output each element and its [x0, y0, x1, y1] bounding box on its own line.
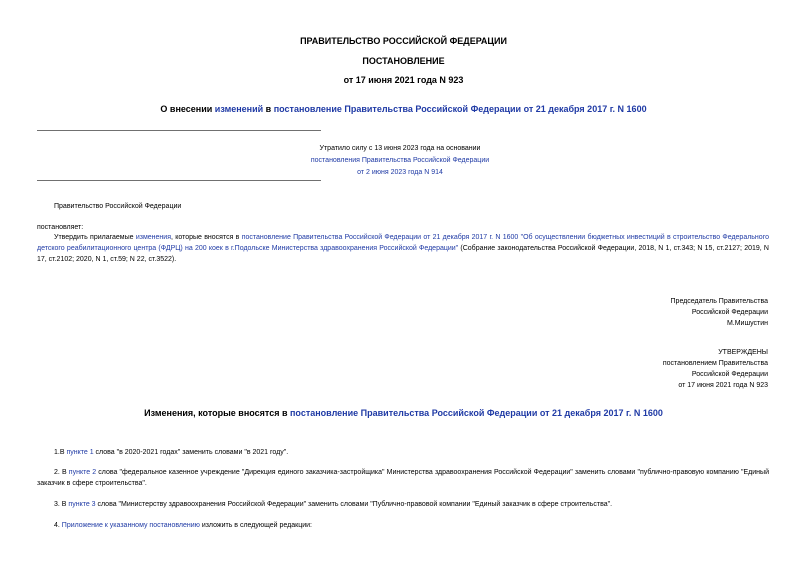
item-3-text-a: 3. В: [54, 501, 69, 508]
approved-line4: от 17 июня 2021 года N 923: [678, 382, 768, 389]
main-paragraph-text-a: Утвердить прилагаемые: [54, 234, 136, 241]
title-link-changes[interactable]: изменений: [214, 104, 264, 114]
item-1-text-b: слова "в 2020-2021 годах" заменить словами "в 2021 году".: [93, 449, 289, 456]
intro-government: Правительство Российской Федерации: [54, 203, 182, 210]
government-heading: ПРАВИТЕЛЬСТВО РОССИЙСКОЙ ФЕДЕРАЦИИ: [300, 36, 507, 46]
approved-line3: Российской Федерации: [691, 371, 768, 378]
item-2-text-b: слова "федеральное казенное учреждение "Дирекция единого заказчика-застройщика" Министерства здравоохранения Российской Федерации" заменить словами "публично-правовую компанию "Единый заказчик в сфере строительства".: [37, 469, 769, 487]
status-note: [190, 143, 610, 179]
signature-name: М.Мишустин: [726, 320, 768, 327]
item-3: [54, 499, 770, 510]
item-3-link[interactable]: пункте 3: [68, 501, 96, 508]
divider-bottom: [37, 180, 321, 181]
status-line1: Утратило силу с 13 июня 2023 года на основании: [319, 145, 481, 152]
changes-title-link[interactable]: постановление Правительства Российской Федерации от 21 декабря 2017 г. N 1600: [290, 408, 663, 418]
link-changes[interactable]: изменения: [135, 234, 171, 241]
signature-line1: Председатель Правительства: [670, 298, 768, 305]
signature-line2: Российской Федерации: [691, 309, 768, 316]
title-prefix: О внесении: [160, 104, 215, 114]
divider-top: [37, 130, 321, 131]
item-4-text-b: изложить в следующей редакции:: [199, 522, 312, 529]
document-date-number: от 17 июня 2021 года N 923: [343, 75, 464, 85]
item-1-text-a: 1.В: [54, 449, 67, 456]
title-mid: в: [263, 104, 274, 114]
intro-resolves: постановляет:: [37, 224, 84, 231]
title-link-resolution[interactable]: постановление Правительства Российской Федерации от 21 декабря 2017 г. N 1600: [273, 104, 647, 114]
main-paragraph-text-b: , которые вносятся в: [170, 234, 242, 241]
approved-block: [500, 347, 768, 391]
item-2-text-a: 2. В: [54, 469, 69, 476]
document-title: [0, 104, 807, 114]
main-paragraph-text-c: (Собрание законодательства Российской Федерации, 2018, N 1, ст.343; N 15, ст.2127; 2019, N 17, ст.2102; 2020, N 1, ст.59; N 22, ст.3522).: [37, 245, 769, 263]
approved-line2: постановлением Правительства: [662, 360, 768, 367]
item-1: [54, 447, 770, 458]
approved-line1: УТВЕРЖДЕНЫ: [718, 349, 768, 356]
item-1-link[interactable]: пункте 1: [66, 449, 94, 456]
item-4-text-a: 4.: [54, 522, 62, 529]
status-link-resolution[interactable]: постановления Правительства Российской Федерации: [310, 157, 490, 164]
item-2: [37, 467, 769, 489]
main-paragraph: [37, 232, 769, 265]
item-3-text-b: слова "Министерству здравоохранения Российской Федерации" заменить словами "Публично-правовой компании "Единый заказчик в сфере строительства".: [95, 501, 613, 508]
link-resolution-1600[interactable]: постановление Правительства Российской Федерации от 21 декабря 2017 г. N 1600 "Об осуществлении бюджетных инвестиций в строительство Федерального детского реабилитационного центра (ФДРЦ) на 200 коек в г.Подольске Министерства здравоохранения Российской Федерации": [37, 234, 769, 252]
item-2-link[interactable]: пункте 2: [68, 469, 97, 476]
changes-title-prefix: Изменения, которые вносятся в: [144, 408, 290, 418]
document-type: ПОСТАНОВЛЕНИЕ: [362, 56, 445, 66]
item-4-link[interactable]: Приложение к указанному постановлению: [61, 522, 200, 529]
item-4: [54, 520, 770, 531]
changes-title: [0, 408, 807, 418]
status-link-date[interactable]: от 2 июня 2023 года N 914: [357, 169, 443, 176]
signature-block: [500, 296, 768, 329]
